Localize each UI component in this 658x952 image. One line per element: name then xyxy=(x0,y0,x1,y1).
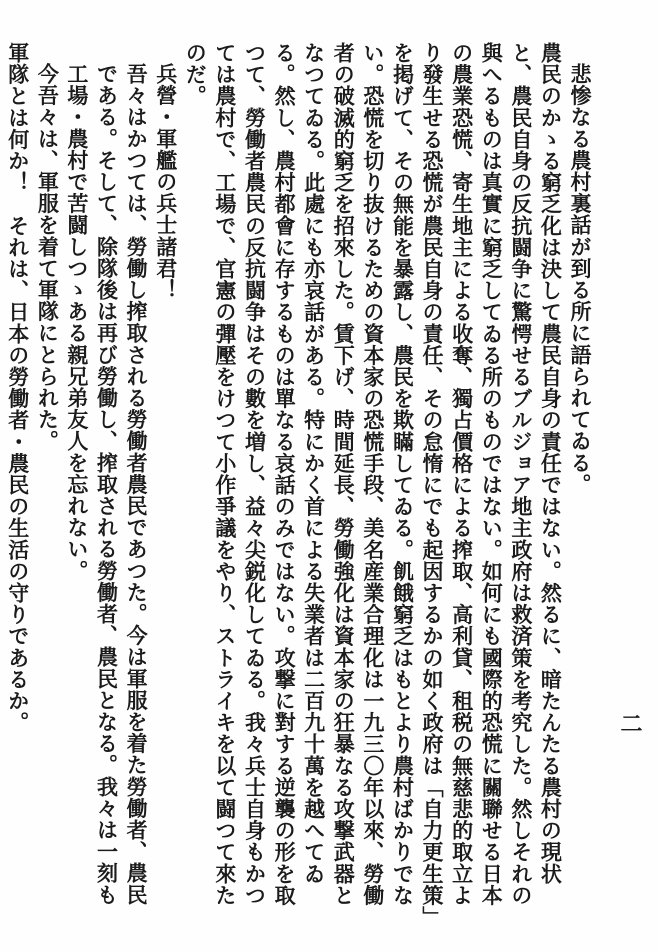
paragraph-poverty-causes: 農民のかゝる窮乏化は決して農民自身の責任ではない。然るに、暗たんたる農村の現状と、農民自身の反抗闘争に驚愕せるブルジョア地主政府は救済策を考究した。然しそれの與へるものは真實に窮乏してゐる所のものではない。如何にも國際的恐慌に關聯せる日本の農業恐慌、寄生地主による收奪、獨占價格による搾取、高利貸、租税の無慈悲的取立より發生せる恐慌が農民自身の責任、その怠惰にでも起因するかの如く政府は「自力更生策」を掲げて、その無能を暴露し、農民を欺瞞してゐる。飢餓窮乏はもとより農村ばかりでない。恐慌を切り抜けるための資本家の恐慌手段、美名産業合理化は一九三〇年以來、勞働者の破滅的窮乏を招來した。賃下げ、時間延長、勞働強化は資本家の狂暴なる攻撃武器となつてゐる。此處にも亦哀話がある。特にかく首による失業者は二百九十萬を越へてゐる。然し、農村都會に存するものは單なる哀話のみではない。攻撃に對する逆襲の形を取つて、勞働者農民の反抗闘争はその數を増し、益々尖鋭化してゐる。我々兵士自身もかつては農村で、工場で、官憲の彈壓をけつて小作爭議をやり、ストライキを以て闘つて來たのだ。 xyxy=(183,42,563,918)
page-number: 二 xyxy=(617,712,642,734)
paragraph-heading-soldiers: 兵營・軍艦の兵士諸君！ xyxy=(153,63,178,301)
paragraph-rural-stories: 悲惨なる農村裏話が到る所に語られてゐる。 xyxy=(568,63,592,495)
paragraph-conscripted: 今吾々は、軍服を着て軍隊にとられた。 xyxy=(35,63,60,452)
paragraph-former-workers: 吾々はかつては、勞働し搾取される勞働者農民であつた。今は軍服を着た勞働者、農民である。そして、除隊後は再び勞働し、搾取される勞働者、農民となる。我々は一刻も工場・農村で苦闘しつゝある親兄弟友人を忘れない。 xyxy=(64,63,149,906)
paragraph-what-is-army: 軍隊とは何か！ それは、日本の勞働者・農民の生活の守りであるか。 xyxy=(5,42,30,734)
vertical-text-body xyxy=(5,42,594,922)
